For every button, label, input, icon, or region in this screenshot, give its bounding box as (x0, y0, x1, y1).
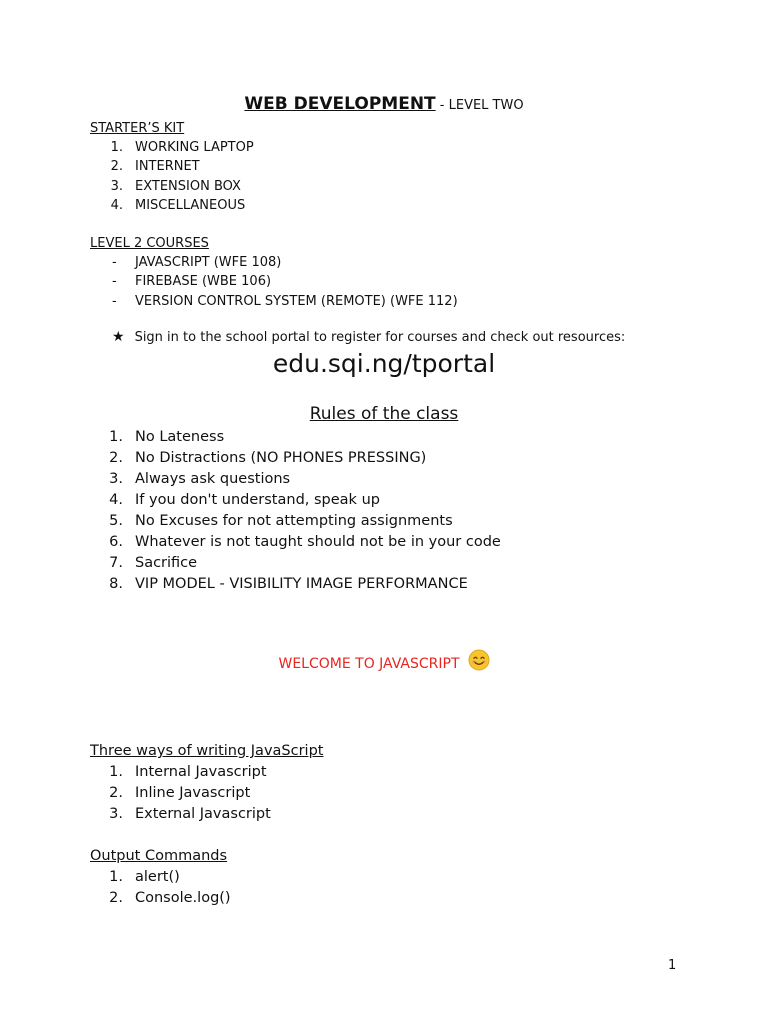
list-item-text: WORKING LAPTOP (135, 140, 254, 155)
star-icon: ★ (112, 329, 125, 345)
list-marker: 3. (109, 806, 123, 822)
list-item (90, 292, 458, 311)
rules-section (90, 427, 501, 595)
welcome-text: WELCOME TO JAVASCRIPT (278, 656, 460, 672)
list-item (90, 157, 254, 176)
output-section (90, 846, 231, 909)
list-marker: 2. (109, 785, 123, 801)
list-item (90, 138, 254, 157)
courses-list (90, 253, 458, 311)
starters-kit-list (90, 138, 254, 215)
list-marker: 2. (109, 890, 123, 906)
list-marker: 8. (109, 576, 123, 592)
list-marker: 1. (110, 140, 123, 155)
page-number: 1 (668, 958, 677, 973)
list-marker: - (112, 274, 117, 290)
list-marker: - (112, 255, 117, 270)
list-item (90, 553, 501, 574)
list-marker: 5. (109, 513, 123, 529)
list-item-text: INTERNET (135, 159, 200, 175)
list-item-text: EXTENSION BOX (135, 178, 241, 194)
list-item (90, 490, 501, 511)
list-item-text: FIREBASE (WBE 106) (135, 274, 272, 290)
list-item-text: Always ask questions (135, 471, 291, 487)
ways-section (90, 741, 323, 825)
list-item (90, 762, 323, 783)
courses-heading: LEVEL 2 COURSES (90, 236, 209, 251)
list-item-text: VIP MODEL - VISIBILITY IMAGE PERFORMANCE (135, 576, 468, 592)
list-marker: 3. (109, 471, 123, 487)
list-item (90, 196, 254, 215)
list-item (90, 272, 458, 291)
document-title (0, 94, 768, 114)
ways-list (90, 762, 323, 825)
list-marker: 7. (109, 555, 123, 571)
output-heading: Output Commands (90, 848, 228, 864)
portal-note (112, 329, 625, 345)
list-marker: 4. (109, 492, 123, 508)
smiling-face-icon (468, 649, 490, 675)
title-main: WEB DEVELOPMENT (244, 94, 436, 114)
list-item-text: JAVASCRIPT (WFE 108) (135, 255, 282, 270)
list-item (90, 888, 231, 909)
list-item-text: MISCELLANEOUS (135, 197, 246, 213)
list-item (90, 574, 501, 595)
list-item (90, 427, 501, 448)
list-item-text: No Distractions (NO PHONES PRESSING) (135, 450, 427, 466)
list-marker: - (112, 293, 117, 309)
list-item (90, 783, 323, 804)
list-marker: 1. (109, 429, 123, 445)
list-marker: 1. (109, 764, 123, 780)
list-marker: 2. (109, 450, 123, 466)
list-item-text: Inline Javascript (135, 785, 251, 801)
list-item-text: Console.log() (135, 890, 231, 906)
starters-kit-section (90, 119, 254, 215)
list-marker: 6. (109, 534, 123, 550)
output-list (90, 867, 231, 909)
list-item (90, 804, 323, 825)
list-item-text: Internal Javascript (135, 764, 267, 780)
list-item-text: Sacrifice (135, 555, 198, 571)
courses-section (90, 234, 458, 311)
welcome-line (0, 653, 768, 675)
list-item-text: VERSION CONTROL SYSTEM (REMOTE) (WFE 112) (135, 293, 458, 309)
rules-list (90, 427, 501, 595)
list-item (90, 511, 501, 532)
list-marker: 2. (110, 159, 123, 175)
list-item-text: If you don't understand, speak up (135, 492, 380, 508)
list-item-text: Whatever is not taught should not be in your code (135, 534, 501, 550)
list-marker: 4. (110, 197, 123, 213)
list-item (90, 177, 254, 196)
ways-heading: Three ways of writing JavaScript (90, 743, 324, 759)
list-item (90, 448, 501, 469)
list-item (90, 253, 458, 272)
list-item (90, 867, 231, 888)
list-item-text: alert() (135, 869, 180, 885)
list-marker: 3. (110, 178, 123, 194)
title-subtitle: - LEVEL TWO (435, 98, 524, 113)
list-item-text: No Lateness (135, 429, 225, 445)
starters-kit-heading: STARTER’S KIT (90, 121, 185, 136)
list-item (90, 469, 501, 490)
list-item-text: No Excuses for not attempting assignments (135, 513, 453, 529)
list-item (90, 532, 501, 553)
portal-note-text: Sign in to the school portal to register for courses and check out resources: (134, 330, 626, 345)
rules-heading: Rules of the class (309, 404, 459, 424)
list-marker: 1. (109, 869, 123, 885)
list-item-text: External Javascript (135, 806, 271, 822)
portal-link[interactable]: edu.sqi.ng/tportal (272, 349, 496, 378)
